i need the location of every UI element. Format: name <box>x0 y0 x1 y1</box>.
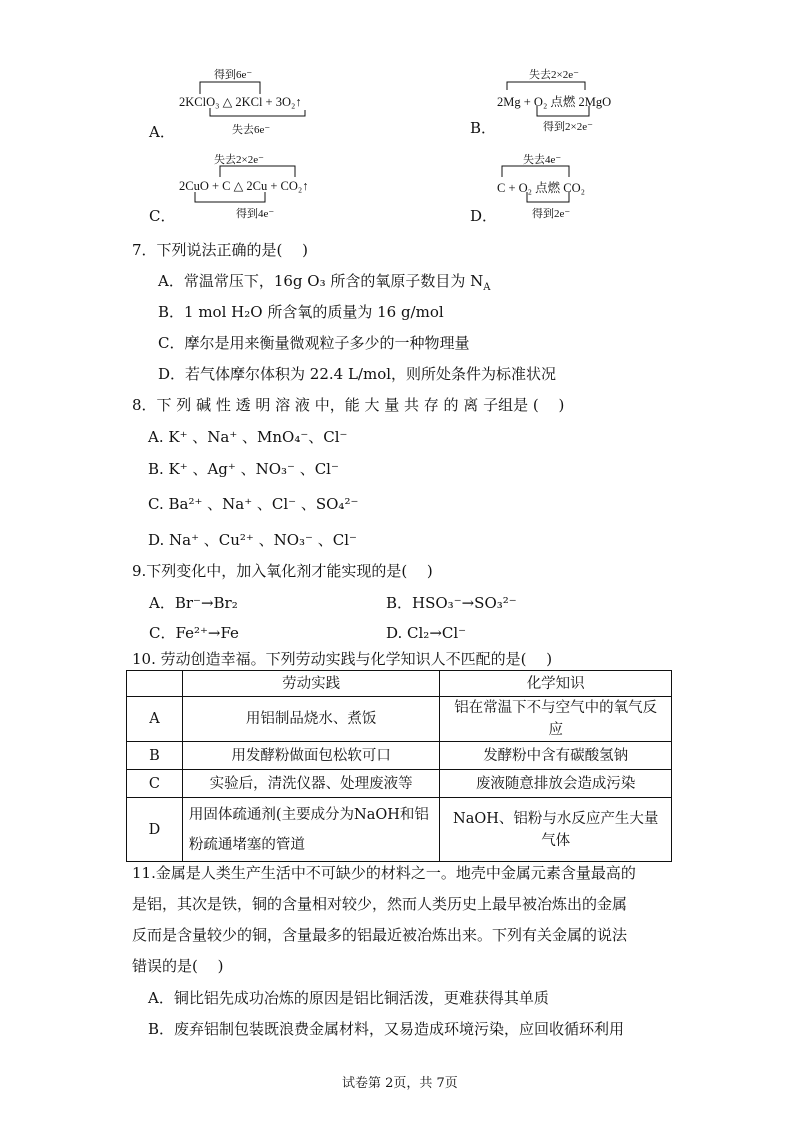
question-11-line: 是铝，其次是铁，铜的含量相对较少，然而人类历史上最早被冶炼出的金属 <box>132 895 628 913</box>
option-letter: C． <box>149 207 176 225</box>
electron-transfer-arrows <box>497 76 607 126</box>
electron-loss-label: 失去6e⁻ <box>232 124 271 136</box>
question-11-option-b: B．废弃铝制包装既浪费金属材料，又易造成环境污染，应回收循环利用 <box>148 1020 625 1038</box>
row-label: C <box>127 770 183 798</box>
question-11-line: 反而是含量较少的铜，含量最多的铝最近被冶炼出来。下列有关金属的说法 <box>132 926 628 944</box>
question-8-option-b: B. K⁺ 、Ag⁺ 、NO₃⁻ 、Cl⁻ <box>148 460 339 478</box>
question-7-option-a <box>158 271 491 298</box>
electron-gain-label: 得到4e⁻ <box>236 208 275 220</box>
question-8-stem: 8．下 列 碱 性 透 明 溶 液 中，能 大 量 共 存 的 离 子组是 ( ) <box>132 396 565 414</box>
question-7-option-d: D．若气体摩尔体积为 22.4 L/mol，则所处条件为标准状况 <box>158 365 557 383</box>
question-7-stem: 7．下列说法正确的是( ) <box>132 241 309 259</box>
question-9-option-a: A．Br⁻→Br₂ <box>149 594 238 612</box>
electron-gain-label: 得到6e⁻ <box>214 69 253 81</box>
table-header-cell: 劳动实践 <box>182 671 439 697</box>
question-11-line: 11.金属是人类生产生活中不可缺少的材料之一。地壳中金属元素含量最高的 <box>132 864 636 882</box>
row-label: A <box>127 697 183 742</box>
question-8-option-c: C. Ba²⁺ 、Na⁺ 、Cl⁻ 、SO₄²⁻ <box>148 495 359 513</box>
equation: 2CuO + C △ 2Cu + CO₂↑ <box>179 179 309 193</box>
question-8-option-d: D. Na⁺ 、Cu²⁺ 、NO₃⁻ 、Cl⁻ <box>148 531 357 549</box>
practice-cell: 实验后，清洗仪器、处理废液等 <box>182 770 439 798</box>
table-row <box>127 770 672 798</box>
option-letter: D． <box>470 207 498 225</box>
table-row <box>127 742 672 770</box>
question-9-option-d: D. Cl₂→Cl⁻ <box>386 624 467 642</box>
question-10-stem: 10. 劳动创造幸福。下列劳动实践与化学知识人不匹配的是( ) <box>132 650 553 668</box>
question-9-option-b: B．HSO₃⁻→SO₃²⁻ <box>386 594 517 612</box>
question-7-option-c: C．摩尔是用来衡量微观粒子多少的一种物理量 <box>158 334 470 352</box>
knowledge-cell: 发酵粉中含有碳酸氢钠 <box>440 742 672 770</box>
question-11-option-a: A．铜比铝先成功冶炼的原因是铝比铜活泼，更难获得其单质 <box>148 989 549 1007</box>
electron-transfer-arrows <box>497 160 597 212</box>
option-letter: B． <box>470 119 497 137</box>
equation: 2KClO₃ △ 2KCl + 3O₂↑ <box>179 95 302 109</box>
table-header-cell <box>127 671 183 697</box>
table-row <box>127 697 672 742</box>
question-9-option-c: C．Fe²⁺→Fe <box>149 624 239 642</box>
table-row <box>127 798 672 862</box>
electron-gain-label: 得到2×2e⁻ <box>543 121 593 133</box>
option-letter: A． <box>149 123 175 141</box>
question-11-line: 错误的是( ) <box>132 957 224 975</box>
electron-loss-label: 失去2×2e⁻ <box>529 69 579 81</box>
knowledge-cell: 铝在常温下不与空气中的氧气反应 <box>440 697 672 742</box>
equation: C + O₂ 点燃 CO₂ <box>497 181 585 195</box>
electron-transfer-arrows <box>180 160 320 212</box>
knowledge-cell: NaOH、铝粉与水反应产生大量气体 <box>440 798 672 862</box>
option-text: A．常温常压下，16g O₃ 所含的氧原子数目为 N <box>158 272 484 290</box>
row-label: D <box>127 798 183 862</box>
equation: 2Mg + O₂ 点燃 2MgO <box>497 95 612 109</box>
electron-gain-label: 得到2e⁻ <box>532 208 571 220</box>
electron-loss-label: 失去4e⁻ <box>523 154 562 166</box>
electron-transfer-arrows <box>180 76 320 126</box>
practice-cell: 用固体疏通剂(主要成分为NaOH和铝粉疏通堵塞的管道 <box>182 798 439 862</box>
labor-knowledge-table <box>126 670 672 862</box>
practice-cell: 用铝制品烧水、煮饭 <box>182 697 439 742</box>
question-9-stem: 9.下列变化中，加入氧化剂才能实现的是( ) <box>132 562 433 580</box>
practice-cell: 用发酵粉做面包松软可口 <box>182 742 439 770</box>
question-8-option-a: A. K⁺ 、Na⁺ 、MnO₄⁻、Cl⁻ <box>148 428 348 446</box>
question-7-option-b: B．1 mol H₂O 所含氧的质量为 16 g/mol <box>158 303 444 321</box>
page-footer: 试卷第 2页，共 7页 <box>342 1076 458 1091</box>
row-label: B <box>127 742 183 770</box>
subscript: A <box>483 282 491 293</box>
electron-loss-label: 失去2×2e⁻ <box>214 154 264 166</box>
knowledge-cell: 废液随意排放会造成污染 <box>440 770 672 798</box>
table-header-row <box>127 671 672 697</box>
table-header-cell: 化学知识 <box>440 671 672 697</box>
